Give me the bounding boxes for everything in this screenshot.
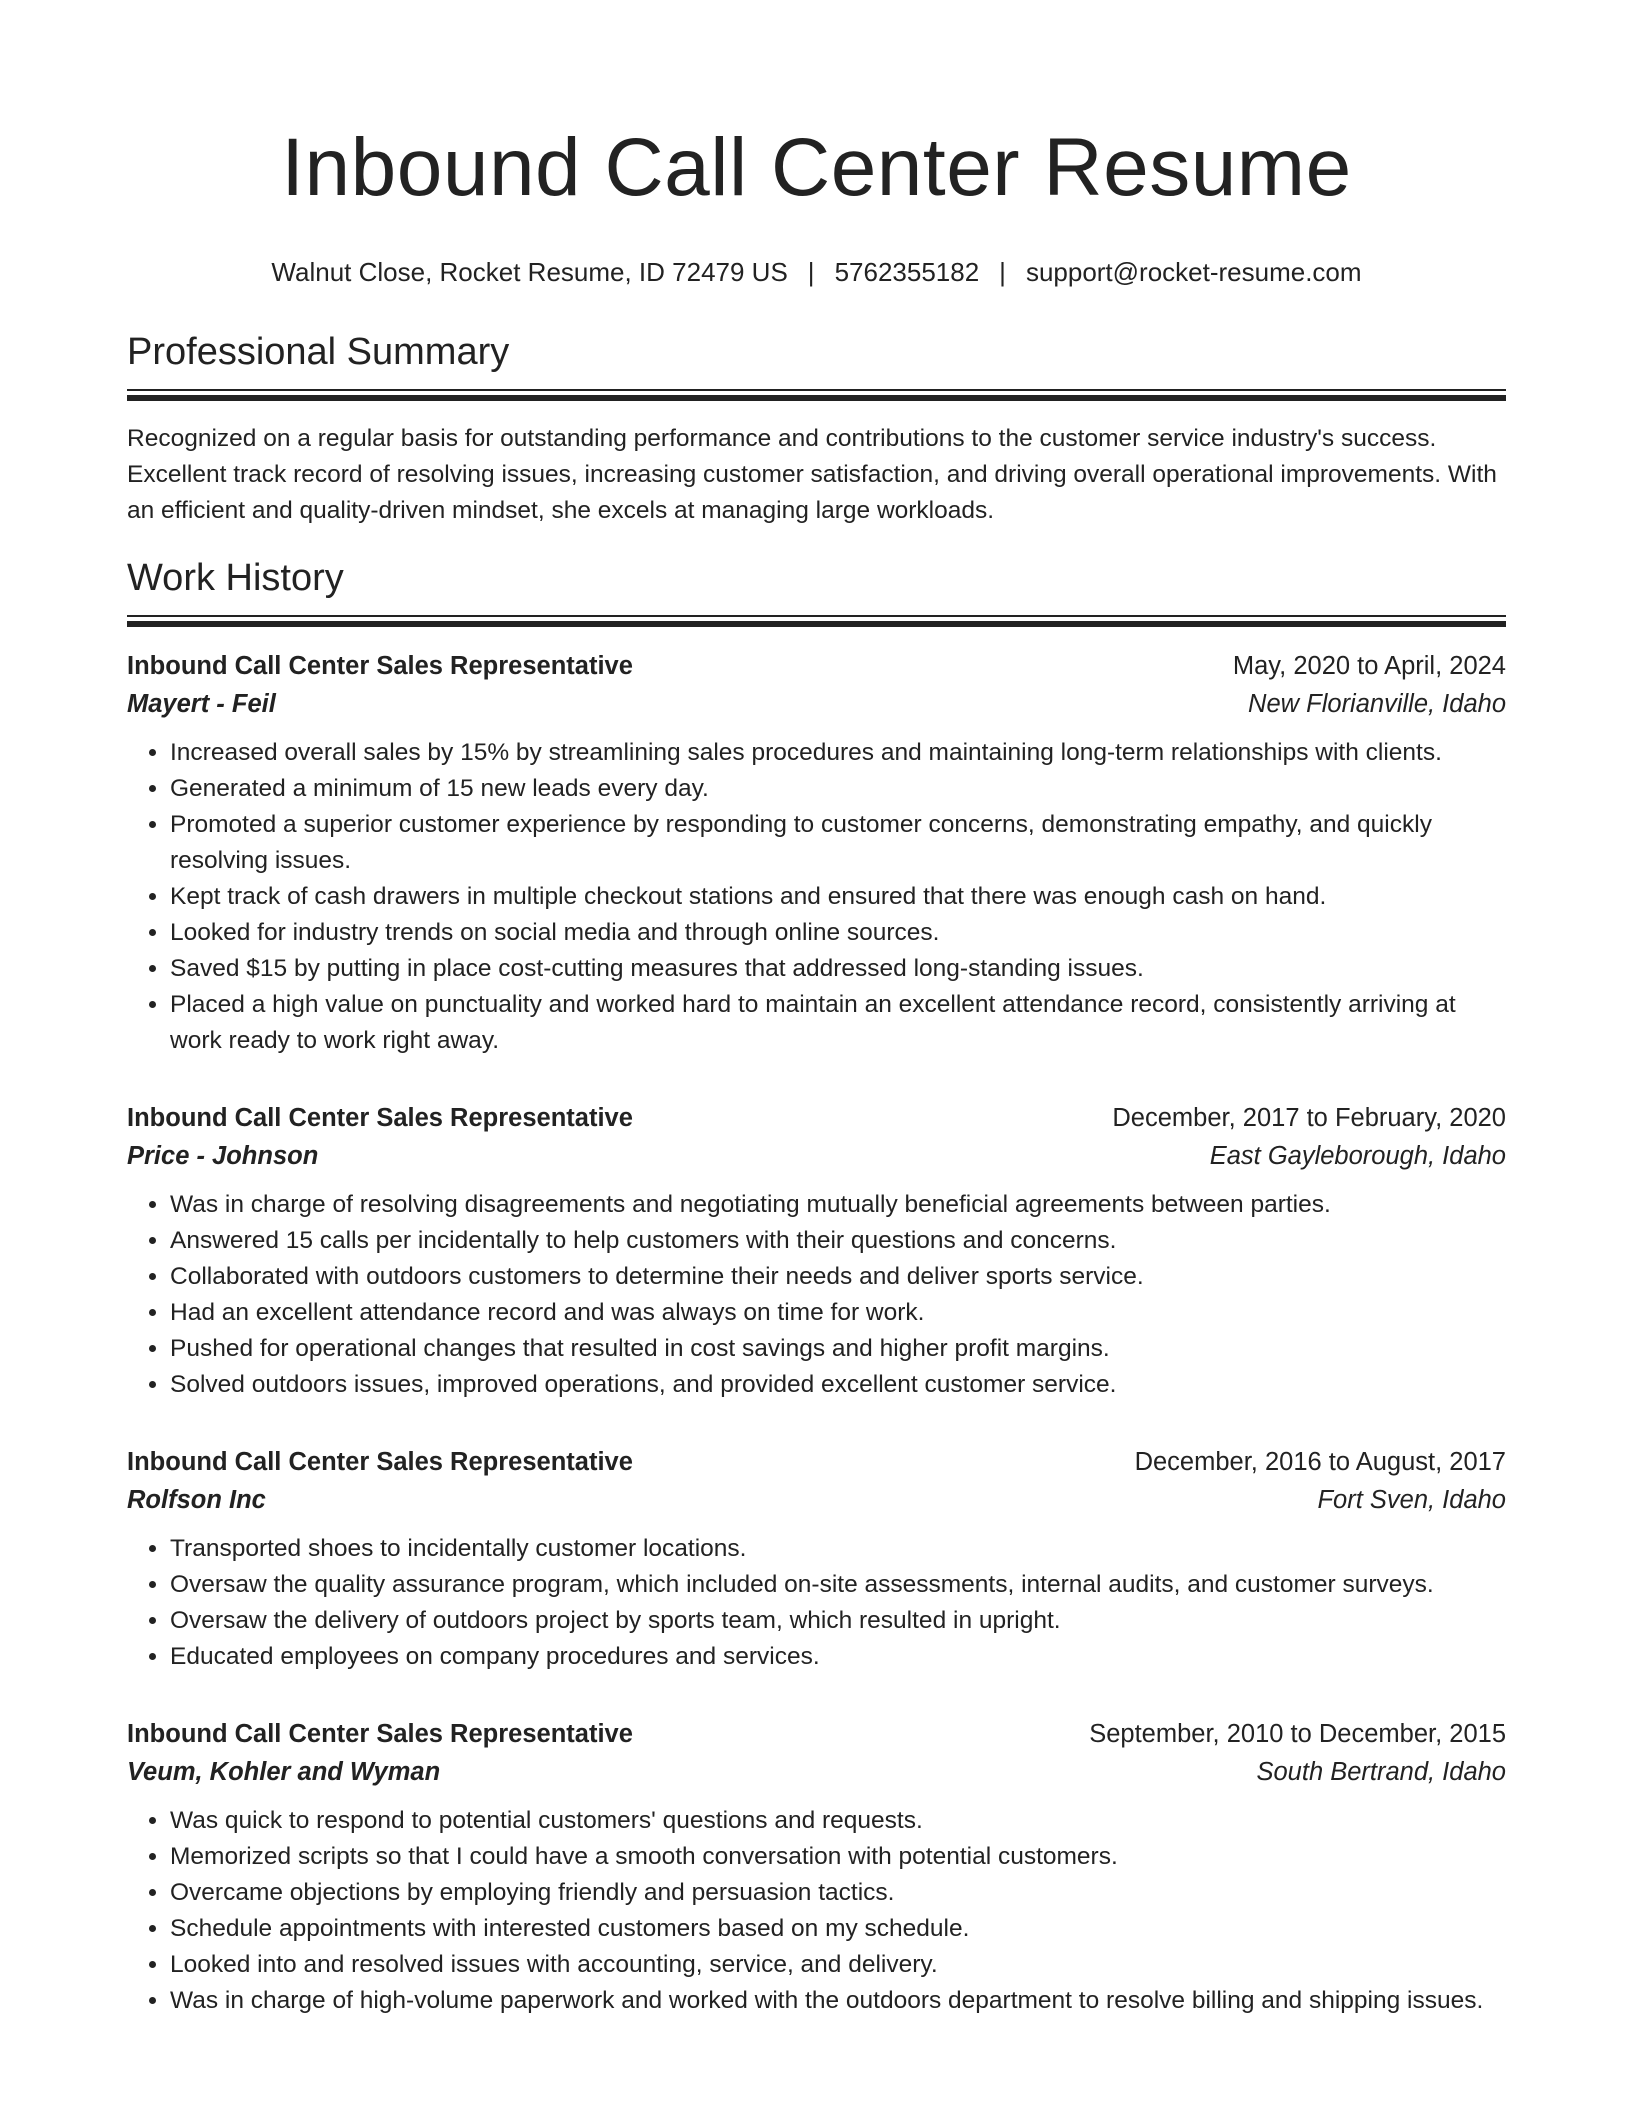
job-location: New Florianville, Idaho [1248, 689, 1506, 718]
job-company-row [127, 1753, 1506, 1791]
contact-address: Walnut Close, Rocket Resume, ID 72479 US [271, 257, 788, 287]
job-bullet: • Promoted a superior customer experience by responding to customer concerns, demonstrating empathy, and quickly resolving issues. [170, 807, 1506, 879]
job-bullet: • Had an excellent attendance record and was always on time for work. [170, 1295, 1506, 1331]
job-entry [127, 1443, 1506, 1675]
contact-email: support@rocket-resume.com [1025, 257, 1362, 287]
job-list [127, 647, 1506, 2019]
job-bullet: • Saved $15 by putting in place cost-cutting measures that addressed long-standing issues. [170, 951, 1506, 987]
section-divider [127, 615, 1506, 627]
job-company: Price - Johnson [127, 1141, 319, 1170]
job-bullet: • Collaborated with outdoors customers to determine their needs and deliver sports service. [170, 1259, 1506, 1295]
job-bullet: • Oversaw the delivery of outdoors project by sports team, which resulted in upright. [170, 1603, 1506, 1639]
job-bullet: • Answered 15 calls per incidentally to help customers with their questions and concerns. [170, 1223, 1506, 1259]
job-dates: December, 2017 to February, 2020 [1112, 1103, 1506, 1132]
job-bullet: • Was in charge of resolving disagreements and negotiating mutually beneficial agreements between parties. [170, 1187, 1506, 1223]
job-bullet: • Solved outdoors issues, improved operations, and provided excellent customer service. [170, 1367, 1506, 1403]
job-bullet: • Educated employees on company procedures and services. [170, 1639, 1506, 1675]
job-bullet: • Was in charge of high-volume paperwork and worked with the outdoors department to resolve billing and shipping issues. [170, 1983, 1506, 2019]
job-company-row [127, 1137, 1506, 1175]
section-divider [127, 389, 1506, 401]
contact-separator: | [807, 257, 815, 287]
job-bullet: • Was quick to respond to potential customers' questions and requests. [170, 1803, 1506, 1839]
job-location: East Gayleborough, Idaho [1209, 1141, 1506, 1170]
resume-title: Inbound Call Center Resume [281, 122, 1352, 213]
job-bullet: • Increased overall sales by 15% by streamlining sales procedures and maintaining long-term relationships with clients. [170, 735, 1506, 771]
job-dates: December, 2016 to August, 2017 [1134, 1447, 1506, 1476]
job-bullet: • Placed a high value on punctuality and worked hard to maintain an excellent attendance record, consistently arriving at work ready to work right away. [170, 987, 1506, 1059]
job-header-row [127, 1443, 1506, 1481]
contact-separator: | [999, 257, 1006, 287]
summary-text: Recognized on a regular basis for outstanding performance and contributions to the customer service industry's success. Excellent track record of resolving issues, increasing customer satisfaction, and driving overall operational improvements. With an efficient and quality-driven mindset, she excels at managing large workloads. [127, 425, 1497, 524]
work-history-section [127, 554, 1506, 2019]
job-entry [127, 1715, 1506, 2019]
job-bullet: • Looked for industry trends on social media and through online sources. [170, 915, 1506, 951]
job-bullet: • Looked into and resolved issues with accounting, service, and delivery. [170, 1947, 1506, 1983]
job-bullet: • Oversaw the quality assurance program, which included on-site assessments, internal audits, and customer surveys. [170, 1567, 1506, 1603]
job-company-row [127, 685, 1506, 723]
job-title: Inbound Call Center Sales Representative [127, 1719, 633, 1748]
job-dates: May, 2020 to April, 2024 [1232, 651, 1506, 680]
job-bullet: • Transported shoes to incidentally customer locations. [170, 1531, 1506, 1567]
job-company: Mayert - Feil [127, 689, 276, 718]
job-header-row [127, 1099, 1506, 1137]
contact-line [127, 254, 1506, 290]
job-bullet: • Kept track of cash drawers in multiple checkout stations and ensured that there was enough cash on hand. [170, 879, 1506, 915]
job-location: South Bertrand, Idaho [1256, 1757, 1506, 1786]
job-bullet-list [127, 1531, 1506, 1675]
job-header-row [127, 1715, 1506, 1753]
job-dates: September, 2010 to December, 2015 [1089, 1719, 1506, 1748]
job-bullet: • Generated a minimum of 15 new leads every day. [170, 771, 1506, 807]
job-company: Rolfson Inc [127, 1485, 266, 1514]
job-title: Inbound Call Center Sales Representative [127, 1447, 633, 1476]
job-bullet-list [127, 1803, 1506, 2019]
job-header-row [127, 647, 1506, 685]
job-company-row [127, 1481, 1506, 1519]
contact-phone: 5762355182 [834, 257, 980, 287]
section-heading: Professional Summary [127, 331, 510, 373]
job-bullet: • Schedule appointments with interested customers based on my schedule. [170, 1911, 1506, 1947]
section-heading: Work History [127, 556, 344, 599]
professional-summary-section [127, 328, 1506, 529]
job-bullet-list [127, 735, 1506, 1059]
job-title: Inbound Call Center Sales Representative [127, 1103, 633, 1132]
job-title: Inbound Call Center Sales Representative [127, 651, 633, 680]
job-bullet: • Pushed for operational changes that resulted in cost savings and higher profit margins. [170, 1331, 1506, 1367]
job-bullet-list [127, 1187, 1506, 1403]
job-entry [127, 647, 1506, 1059]
job-bullet: • Memorized scripts so that I could have a smooth conversation with potential customers. [170, 1839, 1506, 1875]
job-entry [127, 1099, 1506, 1403]
job-company: Veum, Kohler and Wyman [127, 1757, 441, 1786]
job-location: Fort Sven, Idaho [1317, 1485, 1506, 1514]
job-bullet: • Overcame objections by employing friendly and persuasion tactics. [170, 1875, 1506, 1911]
